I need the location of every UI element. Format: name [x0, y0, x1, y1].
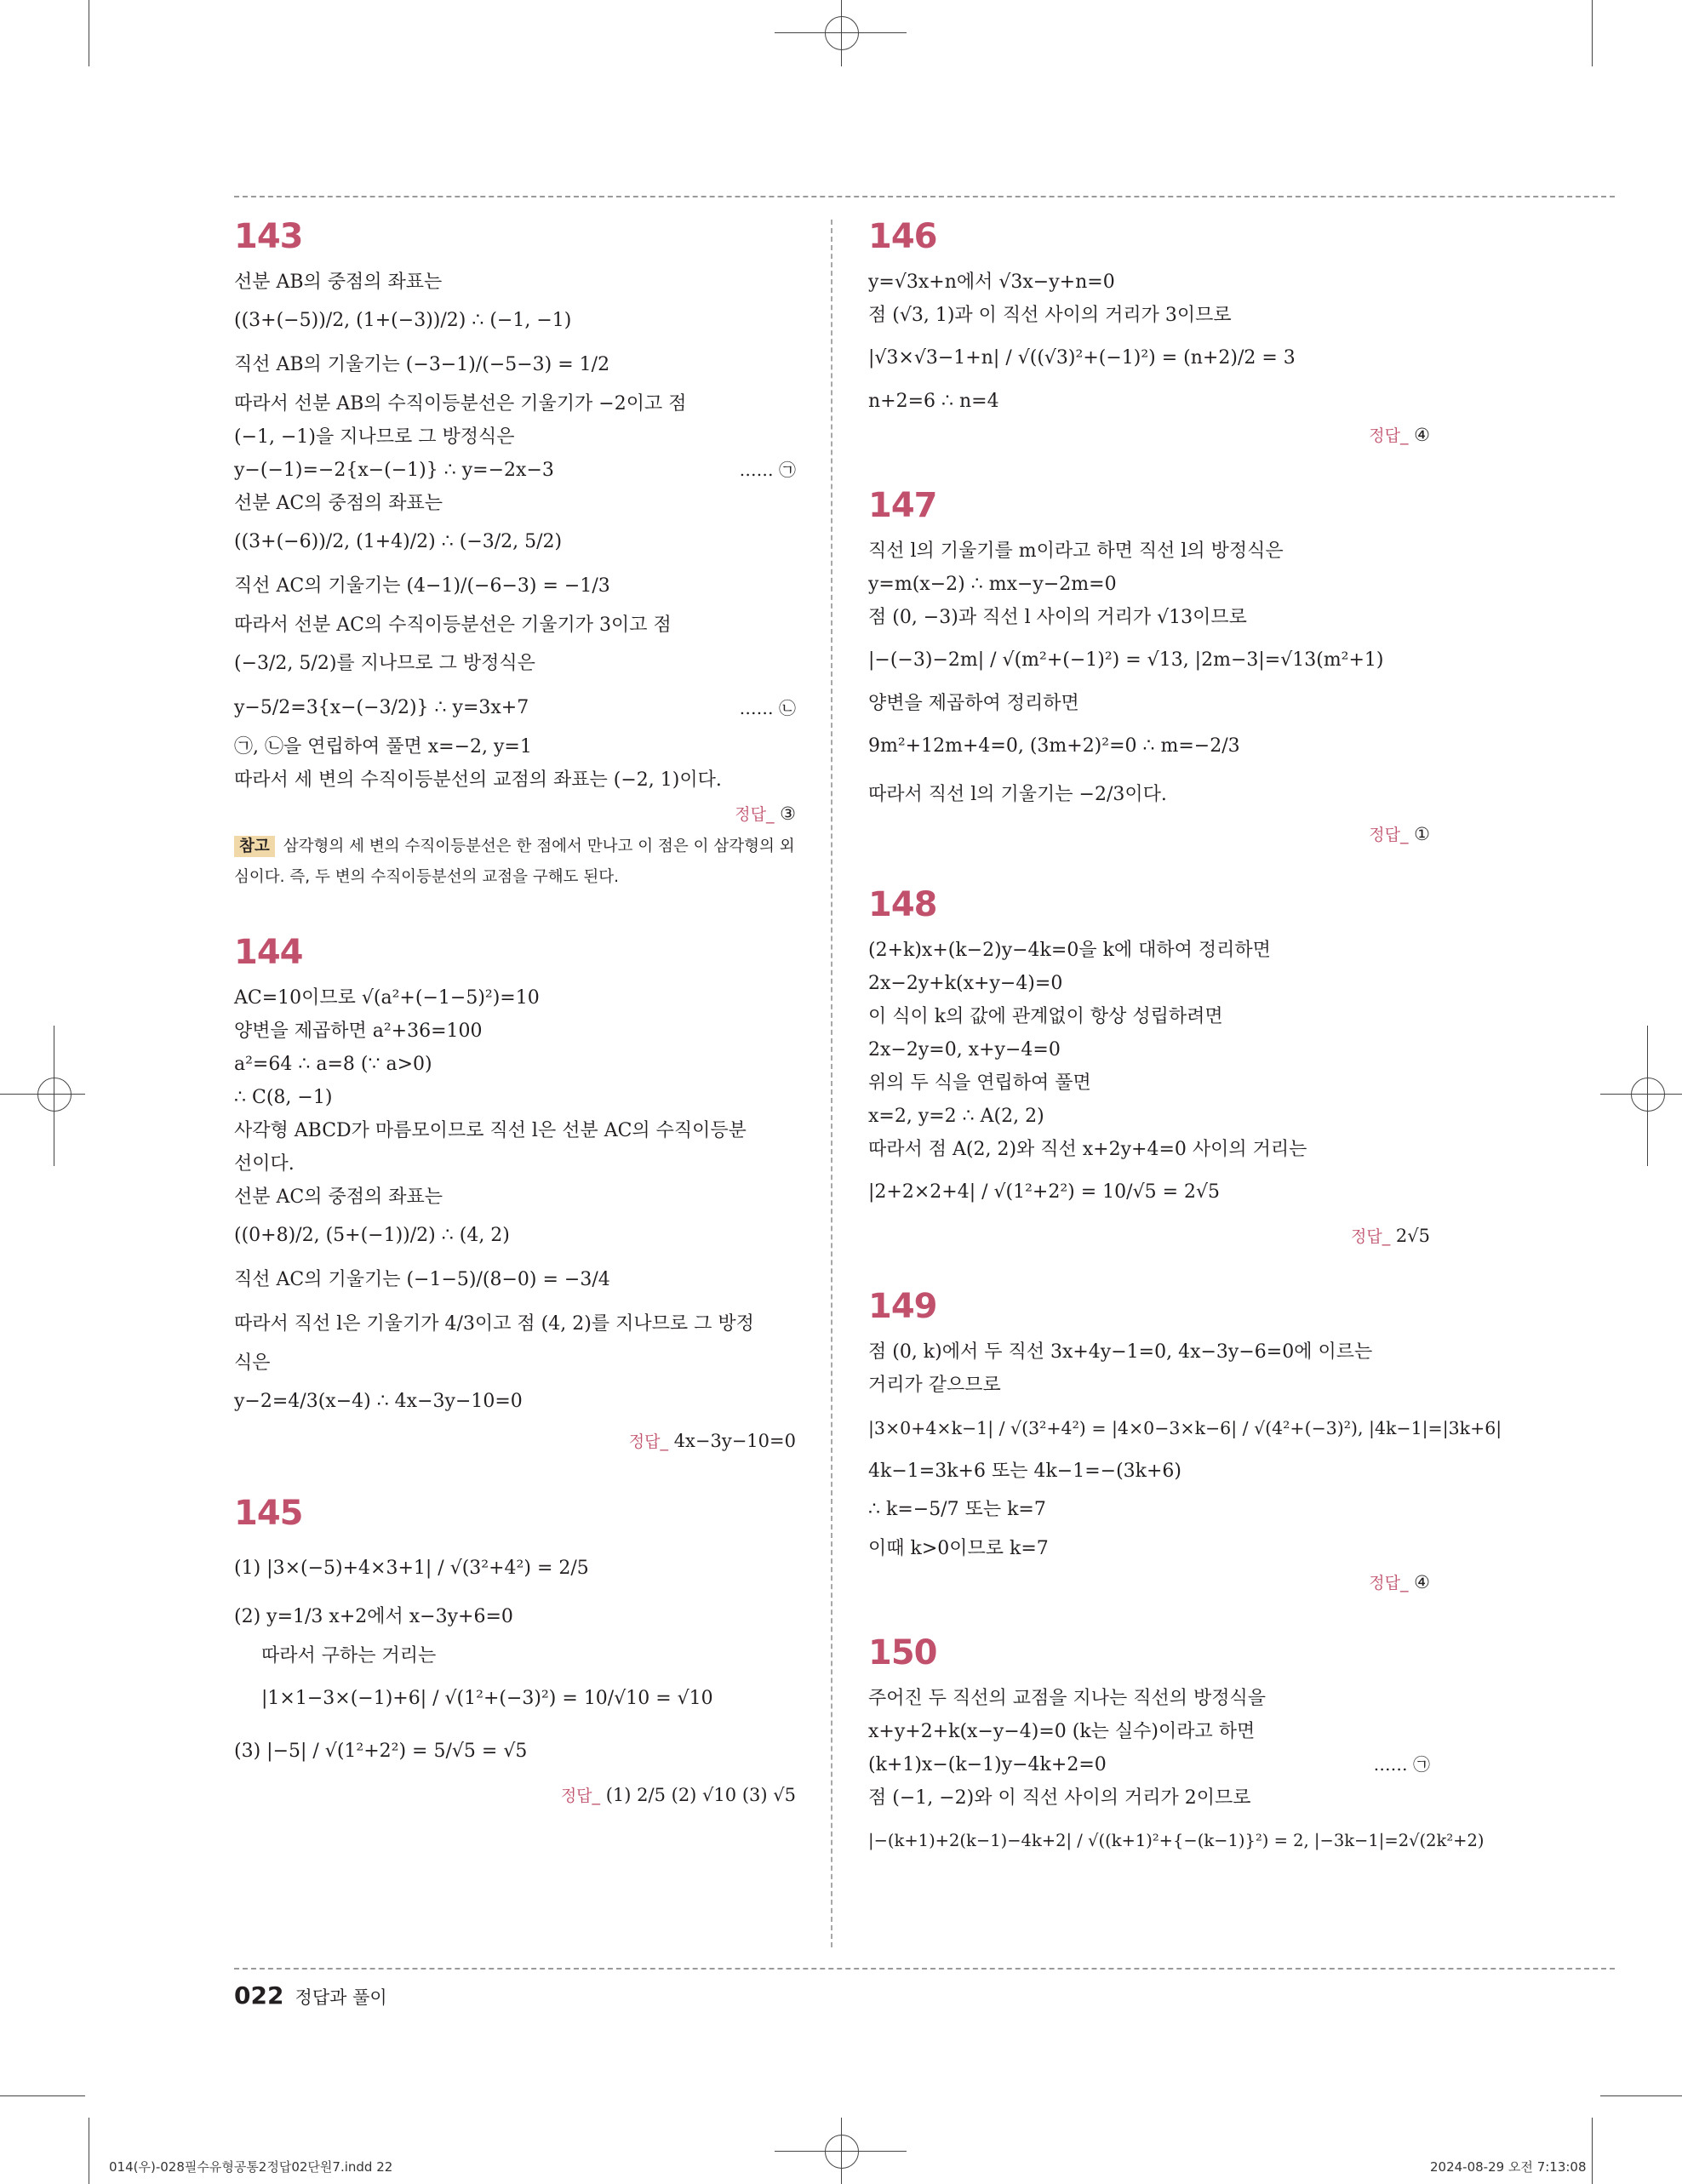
- page-footer: [234, 1981, 387, 2010]
- equation-text: (k+1)x−(k−1)y−4k+2=0: [868, 1754, 1107, 1775]
- solution-line: 직선 AB의 기울기는 (−3−1)/(−5−3) = 1/2: [234, 354, 610, 375]
- equation-text: y−(−1)=−2{x−(−1)} ∴ y=−2x−3: [234, 460, 554, 481]
- solution-line: |1×1−3×(−1)+6| / √(1²+(−3)²) = 10/√10 = √10: [261, 1688, 713, 1709]
- problem-number: 146: [868, 217, 937, 256]
- solution-line: 양변을 제곱하여 정리하면: [868, 693, 1079, 714]
- bottom-rule: [234, 1968, 1615, 1970]
- solution-line: 거리가 같으므로: [868, 1375, 1001, 1396]
- answer-value: ①: [1414, 824, 1430, 844]
- solution-line: (−3/2, 5/2)를 지나므로 그 방정식은: [234, 653, 535, 674]
- problem-146: [868, 217, 1430, 453]
- solution-line: 4k−1=3k+6 또는 4k−1=−(3k+6): [868, 1461, 1181, 1482]
- solution-line: 직선 l의 기울기를 m이라고 하면 직선 l의 방정식은: [868, 540, 1284, 562]
- problem-149: [868, 1287, 1502, 1600]
- solution-line: [234, 686, 796, 730]
- solution-line: 점 (0, −3)과 직선 l 사이의 거리가 √13이므로: [868, 607, 1247, 628]
- crop-mark: [1592, 2118, 1593, 2184]
- registration-mark: [825, 2135, 859, 2169]
- equation-tag: …… ㉠: [1373, 1754, 1430, 1775]
- solution-line: x+y+2+k(x−y−4)=0 (k는 실수)이라고 하면: [868, 1721, 1256, 1742]
- equation-tag: …… ㉠: [739, 460, 796, 480]
- problem-number: 150: [868, 1633, 937, 1672]
- solution-line: [868, 1748, 1430, 1781]
- problem-number: 148: [868, 885, 937, 924]
- note-text: 삼각형의 세 변의 수직이등분선은 한 점에서 만나고 이 점은 이 삼각형의 외심이다. 즉, 두 변의 수직이등분선의 교점을 구해도 된다.: [234, 838, 795, 886]
- solution-line: ∴ k=−5/7 또는 k=7: [868, 1499, 1046, 1520]
- solution-line: 따라서 직선 l의 기울기는 −2/3이다.: [868, 784, 1167, 805]
- answer: [234, 1424, 796, 1459]
- solution-line: 직선 AC의 기울기는 (4−1)/(−6−3) = −1/3: [234, 575, 610, 597]
- solution-line: 양변을 제곱하면 a²+36=100: [234, 1021, 483, 1042]
- column-divider: [831, 220, 832, 1947]
- solution-line: 따라서 구하는 거리는: [261, 1645, 437, 1667]
- footer-title: 정답과 풀이: [295, 1987, 387, 2008]
- answer-label: 정답_: [1369, 1574, 1409, 1592]
- crop-mark: [1600, 2095, 1682, 2096]
- solution-line: 점 (−1, −2)와 이 직선 사이의 거리가 2이므로: [868, 1787, 1251, 1809]
- registration-mark: [825, 16, 859, 50]
- solution-line: 따라서 선분 AB의 수직이등분선은 기울기가 −2이고 점: [234, 393, 687, 415]
- problem-144: [234, 935, 796, 1459]
- solution-line: 따라서 직선 l은 기울기가 4/3이고 점 (4, 2)를 지나므로 그 방정: [234, 1313, 754, 1335]
- answer-label: 정답_: [628, 1432, 668, 1451]
- answer: [868, 1565, 1430, 1600]
- answer-value: ④: [1414, 1572, 1430, 1592]
- solution-line: 주어진 두 직선의 교점을 지나는 직선의 방정식을: [868, 1688, 1267, 1709]
- answer-label: 정답_: [1369, 826, 1409, 844]
- registration-mark: [1631, 1078, 1665, 1112]
- answer-value: 4x−3y−10=0: [673, 1431, 796, 1451]
- solution-line: 점 (√3, 1)과 이 직선 사이의 거리가 3이므로: [868, 305, 1232, 326]
- solution-line: y−2=4/3(x−4) ∴ 4x−3y−10=0: [234, 1391, 523, 1412]
- solution-line: 2x−2y+k(x+y−4)=0: [868, 973, 1063, 994]
- answer: [234, 1778, 796, 1813]
- solution-line: a²=64 ∴ a=8 (∵ a>0): [234, 1054, 432, 1075]
- answer: [868, 1219, 1430, 1254]
- slug-date: 2024-08-29 오전 7:13:08: [1430, 2159, 1587, 2175]
- crop-mark: [1592, 0, 1593, 66]
- problem-number: 143: [234, 217, 303, 256]
- solution-line: ㉠, ㉡을 연립하여 풀면 x=−2, y=1: [234, 736, 532, 758]
- solution-line: x=2, y=2 ∴ A(2, 2): [868, 1106, 1044, 1127]
- solution-line: 이때 k>0이므로 k=7: [868, 1538, 1049, 1559]
- answer-label: 정답_: [1350, 1227, 1391, 1246]
- problem-145: [234, 1496, 796, 1813]
- answer: [868, 817, 1430, 852]
- slug-file: 014(우)-028필수유형공통2정답02단원7.indd 22: [109, 2159, 393, 2175]
- top-rule: [234, 196, 1615, 197]
- solution-line: 선분 AB의 중점의 좌표는: [234, 272, 443, 293]
- solution-line: n+2=6 ∴ n=4: [868, 391, 999, 412]
- solution-line: 선이다.: [234, 1153, 295, 1175]
- registration-mark: [37, 1078, 72, 1112]
- reference-note: [234, 832, 796, 893]
- solution-line: 2x−2y=0, x+y−4=0: [868, 1039, 1061, 1061]
- solution-line: 이 식이 k의 값에 관계없이 항상 성립하려면: [868, 1006, 1223, 1027]
- solution-line: |−(−3)−2m| / √(m²+(−1)²) = √13, |2m−3|=√13(m²+1): [868, 649, 1384, 671]
- solution-line: (1) |3×(−5)+4×3+1| / √(3²+4²) = 2/5: [234, 1558, 589, 1579]
- right-column: [868, 217, 1502, 1918]
- equation-text: y−5/2=3{x−(−3/2)} ∴ y=3x+7: [234, 697, 529, 718]
- solution-line: y=√3x+n에서 √3x−y+n=0: [868, 272, 1115, 293]
- answer: [868, 418, 1430, 453]
- solution-line: |2+2×2+4| / √(1²+2²) = 10/√5 = 2√5: [868, 1181, 1221, 1203]
- solution-line: ∴ C(8, −1): [234, 1087, 333, 1108]
- solution-line: 위의 두 식을 연립하여 풀면: [868, 1072, 1091, 1094]
- answer-value: (1) 2/5 (2) √10 (3) √5: [605, 1785, 796, 1805]
- answer-value: 2√5: [1395, 1226, 1430, 1246]
- problem-number: 145: [234, 1494, 303, 1533]
- solution-line: |−(k+1)+2(k−1)−4k+2| / √((k+1)²+{−(k−1)}²) = 2, |−3k−1|=2√(2k²+2): [868, 1831, 1485, 1850]
- solution-line: 따라서 점 A(2, 2)와 직선 x+2y+4=0 사이의 거리는: [868, 1139, 1307, 1160]
- crop-mark: [0, 2095, 85, 2096]
- solution-line: ((3+(−6))/2, (1+4)/2) ∴ (−3/2, 5/2): [234, 531, 563, 552]
- problem-number: 144: [234, 933, 303, 972]
- solution-line: ((3+(−5))/2, (1+(−3))/2) ∴ (−1, −1): [234, 310, 572, 331]
- problem-148: [868, 885, 1430, 1254]
- solution-line: (2) y=1/3 x+2에서 x−3y+6=0: [234, 1606, 513, 1627]
- equation-tag: …… ㉡: [739, 698, 796, 718]
- solution-line: |√3×√3−1+n| / √((√3)²+(−1)²) = (n+2)/2 = 3: [868, 347, 1296, 369]
- solution-line: |3×0+4×k−1| / √(3²+4²) = |4×0−3×k−6| / √(4²+(−3)²), |4k−1|=|3k+6|: [868, 1418, 1502, 1438]
- answer-label: 정답_: [1369, 426, 1409, 445]
- answer-label: 정답_: [560, 1787, 601, 1805]
- solution-line: (−1, −1)을 지나므로 그 방정식은: [234, 426, 515, 448]
- solution-line: 사각형 ABCD가 마름모이므로 직선 l은 선분 AC의 수직이등분: [234, 1120, 747, 1141]
- solution-line: 따라서 선분 AC의 수직이등분선은 기울기가 3이고 점: [234, 615, 672, 636]
- solution-line: 식은: [234, 1352, 271, 1374]
- answer-value: ③: [780, 803, 796, 824]
- answer: [234, 797, 796, 832]
- solution-line: 따라서 세 변의 수직이등분선의 교점의 좌표는 (−2, 1)이다.: [234, 769, 722, 791]
- solution-line: 선분 AC의 중점의 좌표는: [234, 1186, 443, 1208]
- solution-line: (2+k)x+(k−2)y−4k=0을 k에 대하여 정리하면: [868, 940, 1271, 961]
- problem-number: 147: [868, 486, 937, 525]
- solution-line: 9m²+12m+4=0, (3m+2)²=0 ∴ m=−2/3: [868, 735, 1240, 757]
- solution-line: 선분 AC의 중점의 좌표는: [234, 493, 443, 514]
- solution-line: (3) |−5| / √(1²+2²) = 5/√5 = √5: [234, 1741, 528, 1762]
- solution-line: AC=10이므로 √(a²+(−1−5)²)=10: [234, 987, 540, 1009]
- solution-line: 직선 AC의 기울기는 (−1−5)/(8−0) = −3/4: [234, 1269, 610, 1290]
- solution-line: ((0+8)/2, (5+(−1))/2) ∴ (4, 2): [234, 1225, 510, 1246]
- left-column: [234, 217, 796, 1864]
- problem-147: [868, 486, 1430, 852]
- problem-number: 149: [868, 1287, 937, 1326]
- problem-150: [868, 1633, 1485, 1867]
- answer-value: ④: [1414, 425, 1430, 445]
- page-number: 022: [234, 1981, 284, 2010]
- solution-line: y=m(x−2) ∴ mx−y−2m=0: [868, 574, 1117, 595]
- solution-line: 점 (0, k)에서 두 직선 3x+4y−1=0, 4x−3y−6=0에 이르는: [868, 1341, 1373, 1363]
- answer-label: 정답_: [735, 805, 775, 824]
- solution-line: [234, 454, 796, 487]
- note-badge: 참고: [234, 836, 275, 857]
- problem-143: [234, 217, 796, 893]
